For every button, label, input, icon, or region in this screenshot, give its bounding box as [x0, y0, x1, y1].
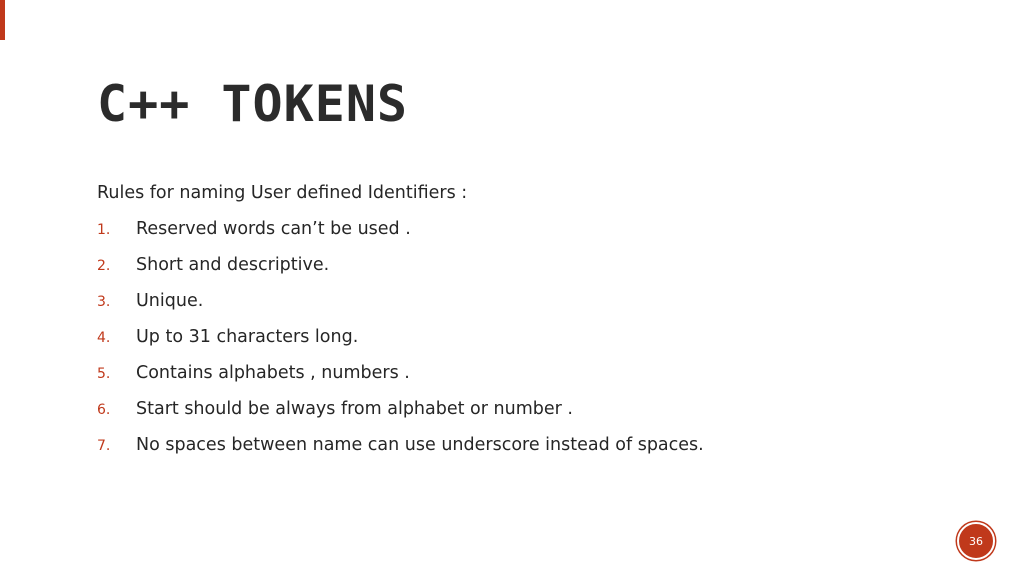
slide-title: C++ TOKENS: [97, 75, 409, 133]
slide-number-badge: 36: [957, 522, 995, 560]
list-number: 3.: [97, 294, 111, 310]
list-item: [97, 286, 957, 322]
title-accent-bar: [0, 0, 5, 40]
list-text: Unique.: [136, 291, 204, 311]
list-number: 1.: [97, 222, 111, 238]
list-number: 5.: [97, 366, 111, 382]
slide-body: [97, 178, 957, 466]
list-text: No spaces between name can use underscore instead of spaces.: [136, 435, 704, 455]
list-number: 2.: [97, 258, 111, 274]
list-item: [97, 250, 957, 286]
list-item: [97, 214, 957, 250]
list-item: [97, 322, 957, 358]
list-item: [97, 430, 957, 466]
list-item: [97, 394, 957, 430]
list-text: Contains alphabets , numbers .: [136, 363, 410, 383]
list-text: Up to 31 characters long.: [136, 327, 359, 347]
list-text: Reserved words can’t be used .: [136, 219, 411, 239]
list-item: [97, 358, 957, 394]
list-number: 6.: [97, 402, 111, 418]
intro-text: Rules for naming User defined Identifiers :: [97, 183, 468, 203]
list-text: Start should be always from alphabet or number .: [136, 399, 573, 419]
list-number: 7.: [97, 438, 111, 454]
list-text: Short and descriptive.: [136, 255, 330, 275]
list-number: 4.: [97, 330, 111, 346]
rules-list: [97, 214, 957, 466]
